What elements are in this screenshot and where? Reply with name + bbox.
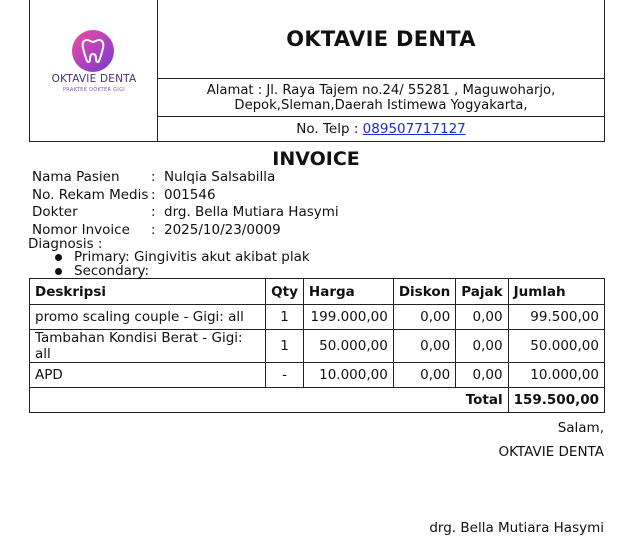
info-colon: : — [151, 169, 156, 185]
address-line-1: Alamat : Jl. Raya Tajem no.24/ 55281 , Maguwoharjo, — [206, 83, 556, 98]
table-row — [30, 330, 605, 363]
logo-cell — [30, 0, 158, 141]
cell-description: Tambahan Kondisi Berat - Gigi: all — [30, 330, 266, 363]
info-value: 001546 — [164, 186, 216, 203]
tooth-logo-icon — [72, 30, 114, 72]
info-value: Nulqia Salsabilla — [164, 169, 276, 185]
cell-price: 199.000,00 — [303, 305, 393, 330]
invoice-title: INVOICE — [272, 148, 360, 170]
col-header-amount: Jumlah — [508, 279, 604, 305]
logo-name: OKTAVIE DENTA — [51, 73, 137, 85]
col-header-description: Deskripsi — [30, 279, 266, 305]
total-label: Total — [30, 388, 509, 413]
col-header-qty: Qty — [266, 279, 304, 305]
info-row-doctor — [32, 204, 339, 222]
info-colon: : — [151, 221, 156, 238]
cell-price: 50.000,00 — [303, 330, 393, 363]
total-value: 159.500,00 — [508, 388, 604, 413]
info-label: Dokter — [32, 204, 78, 220]
logo-subtitle: PRAKTEK DOKTER GIGI — [62, 87, 126, 93]
info-value: 2025/10/23/0009 — [164, 221, 281, 238]
total-row — [30, 388, 605, 413]
patient-info — [32, 169, 339, 239]
info-colon: : — [151, 186, 156, 203]
cell-qty: 1 — [266, 330, 304, 363]
col-header-discount: Diskon — [393, 279, 455, 305]
closing-clinic: OKTAVIE DENTA — [498, 444, 604, 460]
info-value: drg. Bella Mutiara Hasymi — [164, 204, 339, 220]
info-label: Nama Pasien — [32, 169, 120, 185]
address-line-2: Depok,Sleman,Daerah Istimewa Yogyakarta, — [234, 97, 528, 113]
cell-price: 10.000,00 — [303, 363, 393, 388]
doctor-signature: drg. Bella Mutiara Hasymi — [429, 520, 604, 536]
invoice-header — [29, 0, 605, 142]
cell-discount: 0,00 — [393, 330, 455, 363]
diagnosis-list — [54, 250, 310, 278]
table-row — [30, 363, 605, 388]
clinic-phone — [158, 117, 604, 141]
table-header-row — [30, 279, 605, 305]
info-row-medical-record — [32, 187, 339, 205]
cell-discount: 0,00 — [393, 363, 455, 388]
diagnosis-label: Diagnosis : — [28, 236, 103, 252]
cell-tax: 0,00 — [456, 305, 508, 330]
cell-amount: 99.500,00 — [508, 305, 604, 330]
cell-description: APD — [30, 363, 266, 388]
table-row — [30, 305, 605, 330]
cell-amount: 50.000,00 — [508, 330, 604, 363]
col-header-price: Harga — [303, 279, 393, 305]
info-label: Nomor Invoice — [32, 221, 130, 238]
diagnosis-primary: Primary: Gingivitis akut akibat plak — [54, 250, 310, 264]
cell-discount: 0,00 — [393, 305, 455, 330]
info-colon: : — [151, 204, 156, 220]
clinic-name: OKTAVIE DENTA — [158, 0, 604, 79]
diagnosis-secondary: Secondary: — [54, 264, 310, 278]
info-row-patient-name — [32, 169, 339, 187]
cell-qty: - — [266, 363, 304, 388]
phone-label: No. Telp : — [296, 121, 363, 137]
invoice-items-table — [29, 278, 605, 413]
phone-link[interactable]: 089507717127 — [362, 121, 466, 137]
closing-greeting: Salam, — [557, 420, 604, 436]
info-label: No. Rekam Medis — [32, 186, 149, 203]
closing — [499, 416, 605, 464]
col-header-tax: Pajak — [456, 279, 508, 305]
clinic-address — [158, 79, 604, 117]
cell-description: promo scaling couple - Gigi: all — [30, 305, 266, 330]
cell-qty: 1 — [266, 305, 304, 330]
cell-tax: 0,00 — [456, 363, 508, 388]
cell-amount: 10.000,00 — [508, 363, 604, 388]
cell-tax: 0,00 — [456, 330, 508, 363]
